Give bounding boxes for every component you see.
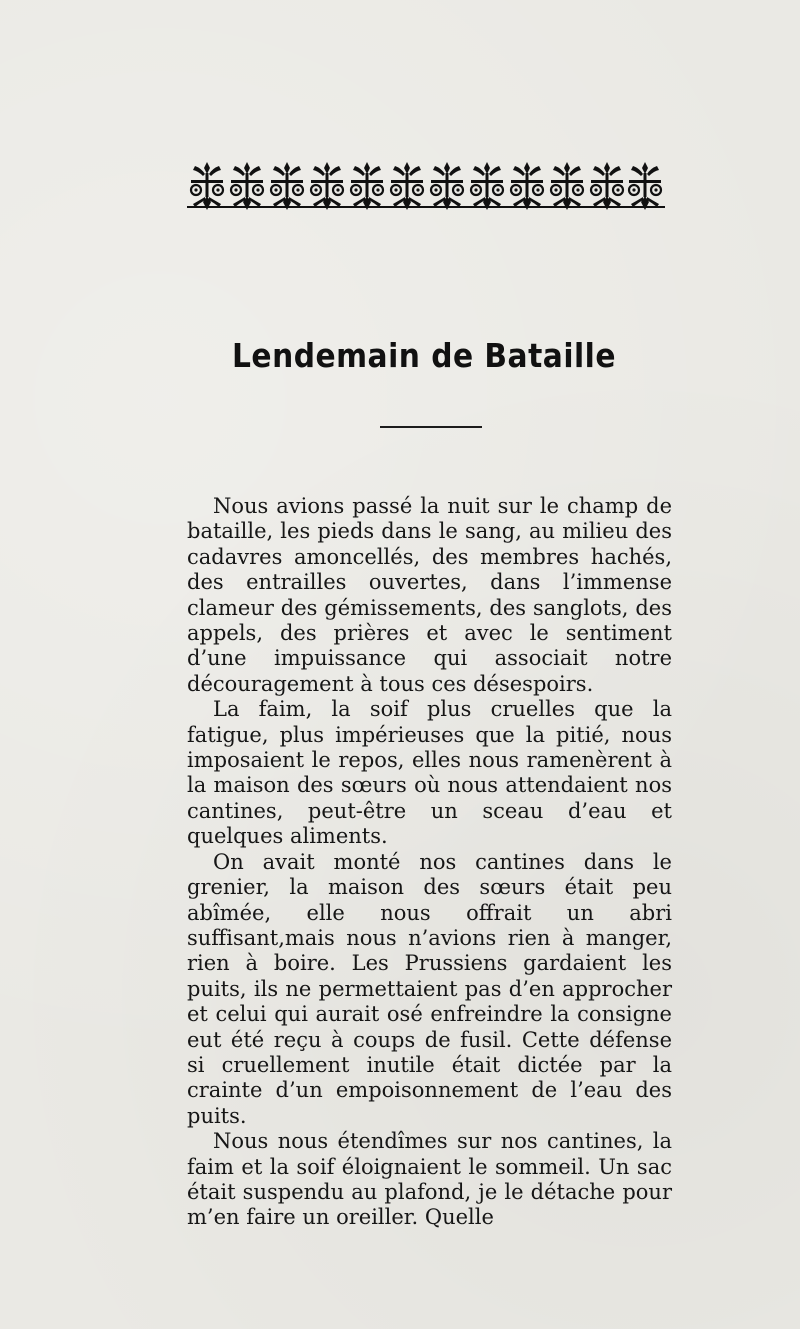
paragraph: On avait monté nos cantines dans le grenier, la maison des sœurs était peu abîmée, elle nous offrait un abri suffisant,mais nous n’avions rien à manger, rien à boire. Les Prussiens gardaient les puits, ils ne permettaient pas d’en approcher et celui qui aurait osé enfreindre la consigne eut été reçu à coups de fusil. Cette défense si cruellement inutile était dictée par la crainte d’un empoisonnement de l’eau des puits. <box>187 849 672 1128</box>
chapter-title: Lendemain de Bataille <box>232 336 616 375</box>
ornamental-headpiece <box>187 160 665 212</box>
paragraph: Nous nous étendîmes sur nos cantines, la faim et la soif éloignaient le sommeil. Un sac était suspendu au plafond, je le détache pour m’en faire un oreiller. Quelle <box>187 1129 672 1230</box>
chapter-body <box>187 494 672 1231</box>
title-divider <box>380 426 482 428</box>
paragraph: Nous avions passé la nuit sur le champ de bataille, les pieds dans le sang, au milieu des cadavres amoncellés, des membres hachés, des entrailles ouvertes, dans l’immense clameur des gémissements, des sanglots, des appels, des prières et avec le sentiment d’une impuissance qui associait notre découragement à tous ces désespoirs. <box>187 494 672 696</box>
paragraph: La faim, la soif plus cruelles que la fatigue, plus impérieuses que la pitié, nous imposaient le repos, elles nous ramenèrent à la maison des sœurs où nous attendaient nos cantines, peut-être un sceau d’eau et quelques aliments. <box>187 697 672 849</box>
